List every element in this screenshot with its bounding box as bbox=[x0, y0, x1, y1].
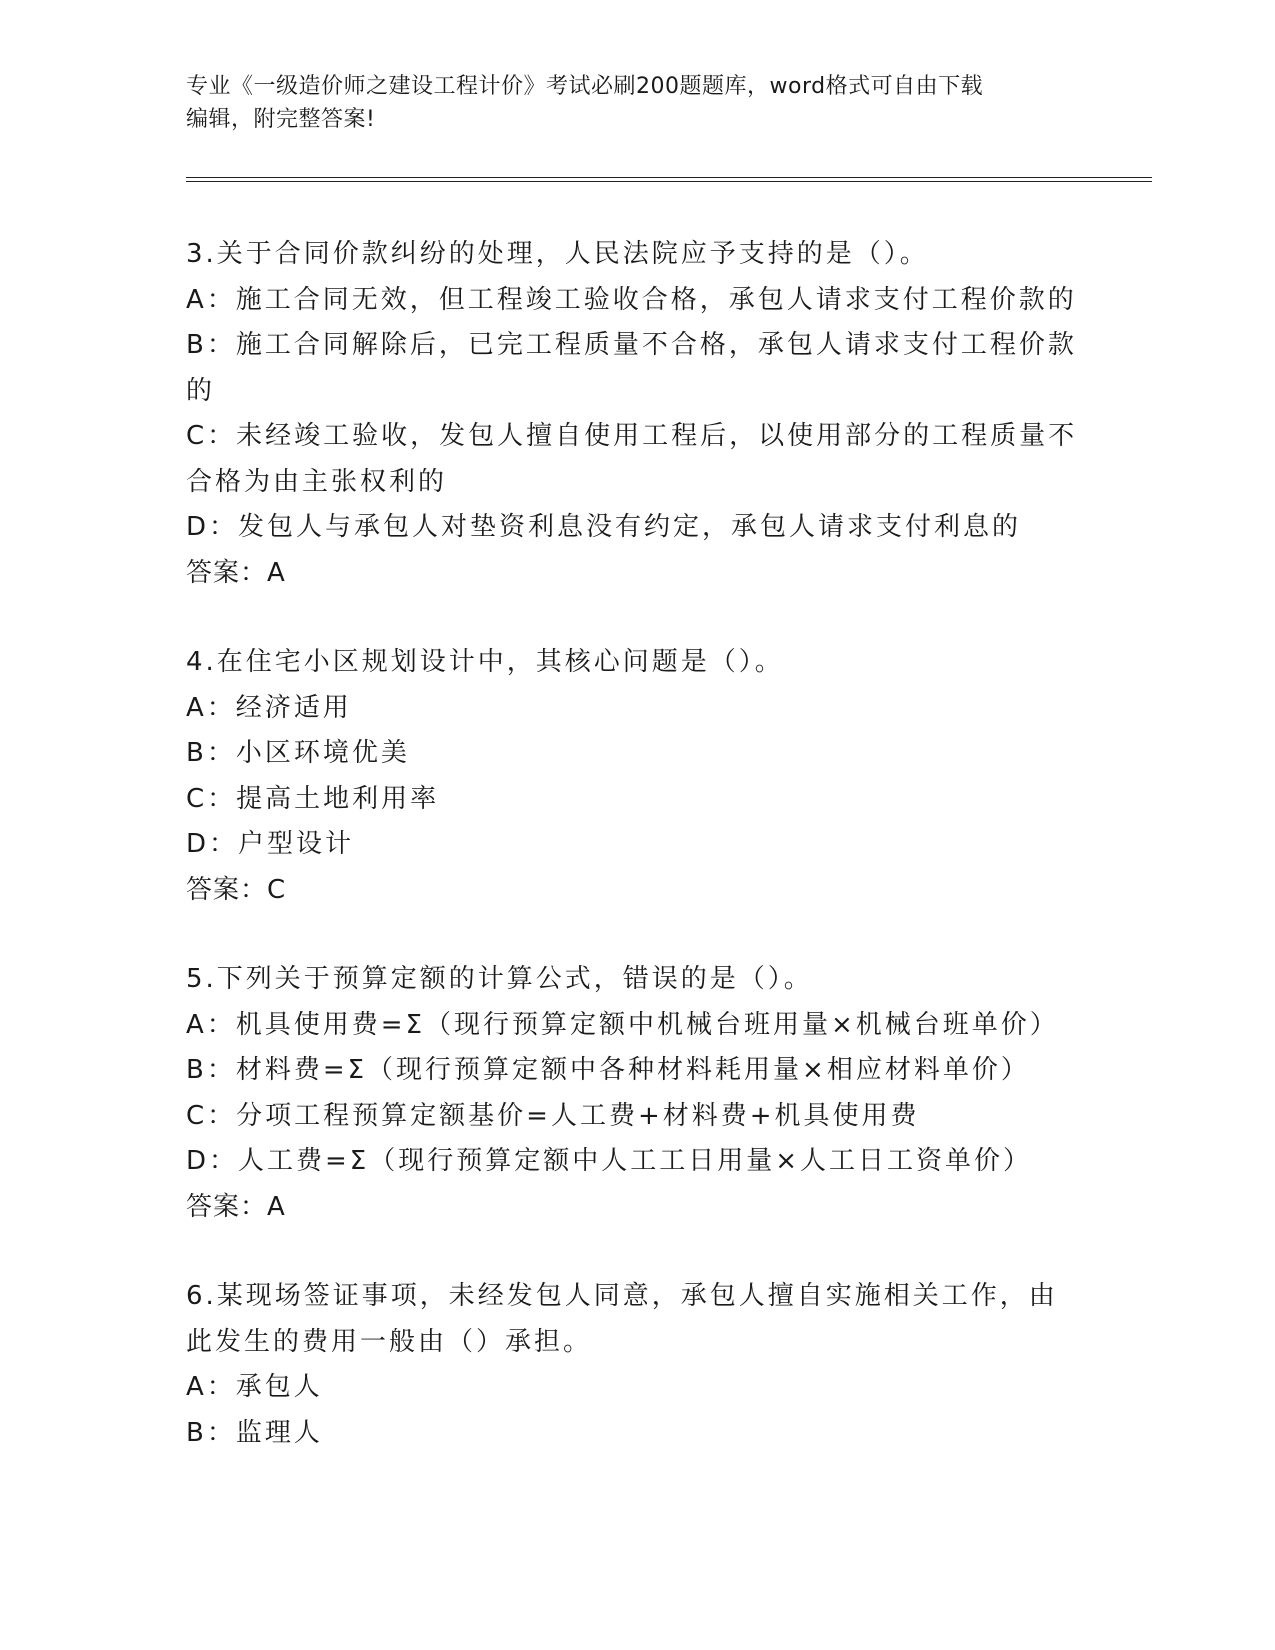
option-b: B：小区环境优美 bbox=[186, 738, 410, 768]
document-header bbox=[186, 70, 1066, 136]
header-divider-top bbox=[186, 177, 1152, 178]
question-stem-continued: 此发生的费用一般由（）承担。 bbox=[186, 1326, 593, 1357]
option-a: A：机具使用费=Σ（现行预算定额中机械台班用量×机械台班单价） bbox=[186, 1009, 1059, 1040]
question-item bbox=[186, 232, 1086, 596]
option-b: B：施工合同解除后，已完工程质量不合格，承包人请求支付工程价款 bbox=[186, 330, 1077, 360]
question-stem: 5.下列关于预算定额的计算公式，错误的是（）。 bbox=[186, 964, 813, 994]
question-stem: 6.某现场签证事项，未经发包人同意，承包人擅自实施相关工作，由 bbox=[186, 1281, 1058, 1311]
option-b: B：材料费=Σ（现行预算定额中各种材料耗用量×相应材料单价） bbox=[186, 1055, 1030, 1085]
option-a: A：经济适用 bbox=[186, 692, 352, 723]
option-b-continued: 的 bbox=[186, 375, 216, 406]
option-a: A：施工合同无效，但工程竣工验收合格，承包人请求支付工程价款的 bbox=[186, 284, 1077, 315]
header-line-1: 专业《一级造价师之建设工程计价》考试必刷200题题库，word格式可自由下载 bbox=[186, 74, 984, 99]
question-item bbox=[186, 640, 1086, 913]
option-b: B：监理人 bbox=[186, 1417, 323, 1448]
answer-label: 答案：A bbox=[186, 1191, 286, 1222]
answer-label: 答案：A bbox=[186, 557, 286, 588]
question-item bbox=[186, 957, 1086, 1230]
option-a: A：承包人 bbox=[186, 1372, 323, 1402]
answer-label: 答案：C bbox=[186, 874, 287, 905]
header-divider-bottom bbox=[186, 181, 1152, 182]
question-stem: 4.在住宅小区规划设计中，其核心问题是（）。 bbox=[186, 647, 784, 677]
header-line-2: 编辑，附完整答案! bbox=[186, 107, 376, 132]
option-d: D：人工费=Σ（现行预算定额中人工工日用量×人工日工资单价） bbox=[186, 1146, 1033, 1176]
question-stem: 3.关于合同价款纠纷的处理，人民法院应予支持的是（）。 bbox=[186, 239, 929, 269]
option-c: C：分项工程预算定额基价=人工费+材料费+机具使用费 bbox=[186, 1100, 920, 1131]
option-d: D：发包人与承包人对垫资利息没有约定，承包人请求支付利息的 bbox=[186, 512, 1022, 542]
option-c: C：提高土地利用率 bbox=[186, 783, 440, 814]
question-item bbox=[186, 1274, 1086, 1456]
question-list bbox=[186, 232, 1086, 1500]
option-c-continued: 合格为由主张权利的 bbox=[186, 466, 448, 497]
option-d: D：户型设计 bbox=[186, 829, 355, 859]
option-c: C：未经竣工验收，发包人擅自使用工程后，以使用部分的工程质量不 bbox=[186, 421, 1078, 451]
